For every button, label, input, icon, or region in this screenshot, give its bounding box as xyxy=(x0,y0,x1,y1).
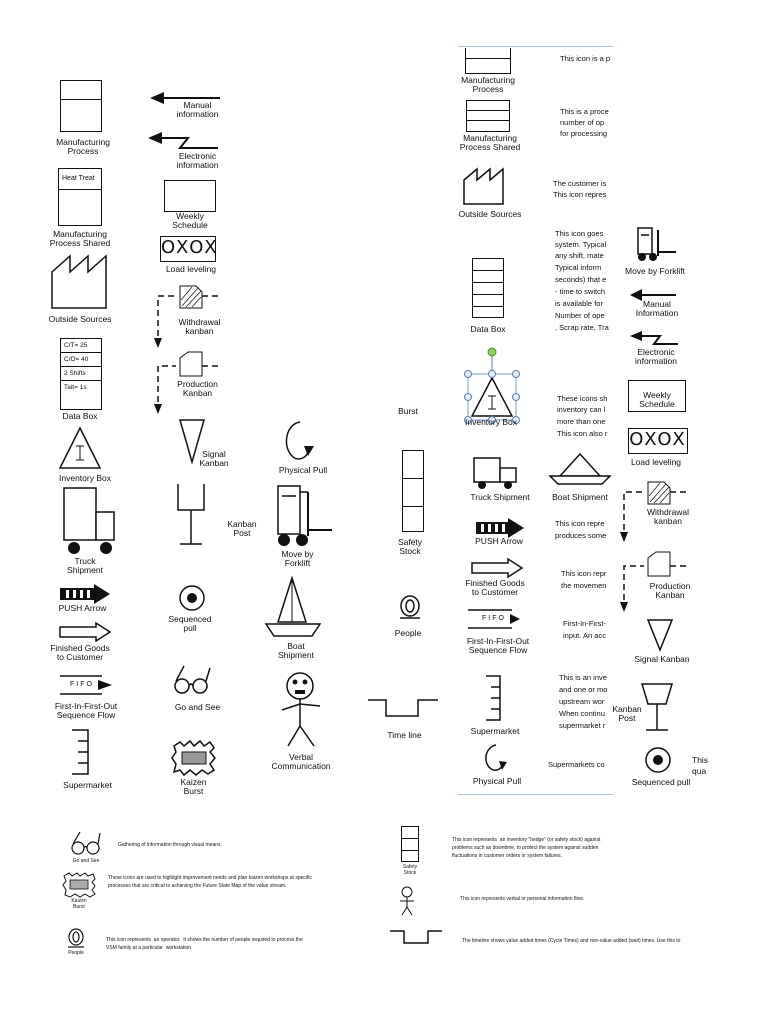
right-desc-push-2: produces some xyxy=(555,531,607,540)
far-sequenced-pull-icon xyxy=(644,746,672,774)
right-boat-shipment-label: Boat Shipment xyxy=(552,492,608,502)
electronic-information-icon xyxy=(148,130,220,152)
far-load-leveling-label: Load leveling xyxy=(630,457,682,467)
right-desc-databox-2: system. Typical xyxy=(555,240,607,249)
timeline-label: Time line xyxy=(387,730,422,740)
far-load-leveling-icon: OXOX xyxy=(628,428,688,454)
load-leveling-label: Load leveling xyxy=(165,264,217,274)
far-manual-information-label: Manual Information xyxy=(635,299,679,318)
forklift-icon xyxy=(274,484,334,548)
right-desc-databox-8: Number of ope xyxy=(555,311,605,320)
right-process-shared-label: Manufacturing Process Shared xyxy=(459,133,521,152)
bottom-people-label: People xyxy=(68,950,84,956)
safety-stock-icon xyxy=(402,450,424,532)
far-production-kanban-label: Production Kanban xyxy=(649,581,691,600)
data-box-row: C/O= 40 xyxy=(61,353,101,367)
move-by-forklift-label: Move by Forklift xyxy=(281,549,314,568)
right-desc-finished-1: This icon repr xyxy=(561,569,607,578)
right-physical-pull-label: Physical Pull xyxy=(472,776,522,786)
inventory-box-label: Inventory Box xyxy=(59,473,111,483)
right-desc-databox-7: is available for xyxy=(555,299,603,308)
right-process-shared-icon xyxy=(466,100,510,132)
far-cut-text: This qua xyxy=(692,755,709,776)
people-label: People xyxy=(394,628,422,638)
sequenced-pull-icon xyxy=(178,584,206,612)
weekly-schedule-label: Weekly Schedule xyxy=(172,211,208,230)
signal-kanban-label: Signal Kanban xyxy=(199,449,229,468)
physical-pull-icon xyxy=(278,418,316,464)
fifo-text: FIFO xyxy=(70,681,94,688)
right-finished-goods-icon xyxy=(470,558,524,578)
right-desc-supermarket-1: This is an inve xyxy=(559,673,607,682)
right-desc-inventory-3: more than one xyxy=(557,417,606,426)
right-desc-supermarket-5: supermarket r xyxy=(559,721,606,730)
data-box-label: Data Box xyxy=(62,411,98,421)
production-kanban-label: Production Kanban xyxy=(177,379,218,398)
right-supermarket-icon xyxy=(484,674,502,722)
kanban-post-label: Kanban Post xyxy=(227,519,257,538)
far-forklift-label: Move by Forklift xyxy=(625,266,685,276)
right-desc-supermarket-3: upstream wor xyxy=(559,697,605,706)
data-box-icon xyxy=(60,338,102,410)
right-push-arrow-icon xyxy=(474,518,526,538)
boat-shipment-icon xyxy=(264,576,322,640)
right-fifo-label: First-In-First-Out Sequence Flow xyxy=(466,636,530,655)
right-desc-databox-6: - time to switch xyxy=(555,287,606,296)
truck-shipment-label: Truck Shipment xyxy=(67,556,103,575)
right-supermarket-label: Supermarket xyxy=(470,726,520,736)
right-fifo-text: FIFO xyxy=(482,615,506,622)
bottom-verbal-icon xyxy=(398,886,416,916)
data-box-row: C/T= 25 xyxy=(61,339,101,353)
supermarket-icon xyxy=(70,728,92,776)
bottom-kaizen-desc: These icons are used to highlight improvement needs and plan kaizen workshops at specific processes that are critical to achieving the Future State Map of the value stream. xyxy=(108,875,313,889)
right-outside-sources-icon xyxy=(462,166,510,206)
bottom-kaizen-burst-label: Kaizen Burst xyxy=(71,898,87,910)
right-data-box-icon xyxy=(472,258,504,318)
people-icon xyxy=(398,594,422,622)
right-desc-databox-5: seconds) that e xyxy=(555,275,607,284)
panel-bottom-rule xyxy=(458,794,613,795)
right-data-box-label: Data Box xyxy=(470,324,506,334)
far-signal-kanban-icon xyxy=(646,618,674,652)
far-forklift-icon xyxy=(636,226,678,262)
manual-information-label: Manual information xyxy=(176,100,219,119)
heat-treat-label: Heat Treat xyxy=(59,169,101,190)
manufacturing-process-label: Manufacturing Process xyxy=(56,137,110,156)
bottom-safety-stock-icon xyxy=(401,826,419,862)
far-kanban-post-label: Kanban Post xyxy=(612,704,642,723)
finished-goods-label: Finished Goods to Customer xyxy=(50,643,110,662)
bottom-safety-stock-label: Safety Stock xyxy=(402,864,418,876)
right-desc-push-1: This icon repre xyxy=(555,519,605,528)
right-desc-shared-3: for processing xyxy=(560,129,608,138)
finished-goods-icon xyxy=(58,622,112,642)
right-desc-supermarket-4: When continu xyxy=(559,709,605,718)
go-and-see-label: Go and See xyxy=(174,702,221,712)
far-sequenced-pull-label: Sequenced pull xyxy=(631,777,691,787)
weekly-schedule-icon xyxy=(164,180,216,212)
bottom-timeline-desc: The timeline shows value added times (Cycle Times) and non-value added (wait) times. Use this to xyxy=(462,938,681,944)
fifo-label: First-In-First-Out Sequence Flow xyxy=(54,701,118,720)
data-box-row: 2 Shifts xyxy=(61,367,101,381)
right-inventory-box-selected[interactable] xyxy=(462,346,522,426)
right-desc-fifo-1: First-In-First- xyxy=(563,619,606,628)
sequenced-pull-label: Sequenced pull xyxy=(168,614,212,633)
bottom-people-desc: This icon represents an operator. It shows the number of people required to process the VSM family at a particular workstation. xyxy=(106,937,303,951)
bottom-go-and-see-desc: Gathering of information through visual means. xyxy=(118,842,222,848)
boat-shipment-label: Boat Shipment xyxy=(278,641,314,660)
right-desc-shared-2: number of op xyxy=(560,118,605,127)
outside-sources-icon xyxy=(50,252,110,310)
bottom-verbal-desc: This icon represents verbal or personal information flow. xyxy=(460,896,584,902)
right-desc-databox-1: This icon goes xyxy=(555,229,604,238)
data-box-row: Tait= 1s xyxy=(64,384,87,391)
verbal-communication-icon xyxy=(278,670,324,754)
right-push-arrow-label: PUSH Arrow xyxy=(475,536,523,546)
panel-top-rule xyxy=(458,46,613,47)
process-shared-icon xyxy=(58,168,102,226)
right-boat-shipment-icon xyxy=(548,452,612,488)
go-and-see-icon xyxy=(172,664,212,696)
process-shared-label: Manufacturing Process Shared xyxy=(49,229,111,248)
right-desc-outside-1: The customer is xyxy=(553,179,607,188)
kaizen-burst-label: Kaizen Burst xyxy=(180,777,207,796)
supermarket-label: Supermarket xyxy=(63,780,112,790)
kaizen-burst-icon xyxy=(172,740,216,776)
right-desc-supermarket-2: and one or mo xyxy=(559,685,608,694)
right-finished-goods-label: Finished Goods to Customer xyxy=(465,578,525,597)
safety-stock-label: Safety Stock xyxy=(397,537,423,556)
right-outside-sources-label: Outside Sources xyxy=(458,209,522,219)
bottom-go-and-see-label: Go and See xyxy=(72,858,100,864)
right-manufacturing-process-label: Manufacturing Process xyxy=(461,75,515,94)
load-leveling-icon: OXOX xyxy=(160,236,216,262)
right-desc-outside-2: This icon repres xyxy=(553,190,607,199)
burst-fragment: Burst xyxy=(398,406,418,416)
right-desc-fifo-2: input. An acc xyxy=(563,631,606,640)
right-desc-finished-2: the movemen xyxy=(561,581,607,590)
truck-shipment-icon xyxy=(62,486,116,556)
right-desc-databox-3: any shift, mate xyxy=(555,251,604,260)
kanban-post-icon xyxy=(176,482,206,548)
right-desc-process: This icon is a p xyxy=(560,54,611,63)
outside-sources-label: Outside Sources xyxy=(48,314,112,324)
timeline-icon xyxy=(366,696,440,720)
right-truck-shipment-icon xyxy=(472,456,518,490)
right-desc-pull: Supermarkets co xyxy=(548,760,605,769)
right-manufacturing-process-icon xyxy=(465,48,511,74)
right-desc-databox-9: , Scrap rate, Tra xyxy=(555,323,609,332)
right-desc-inventory-4: This icon also r xyxy=(557,429,608,438)
right-desc-inventory-2: inventory can l xyxy=(557,405,606,414)
bottom-timeline-icon xyxy=(388,928,444,946)
bottom-go-and-see-icon xyxy=(70,830,102,856)
manufacturing-process-icon xyxy=(60,80,102,132)
right-desc-shared-1: This is a proce xyxy=(560,107,609,116)
far-withdrawal-kanban-label: Withdrawal kanban xyxy=(646,507,690,526)
inventory-box-icon xyxy=(58,426,102,470)
right-physical-pull-icon xyxy=(480,742,508,774)
electronic-information-label: Electronic information xyxy=(176,151,219,170)
withdrawal-kanban-label: Withdrawal kanban xyxy=(178,317,221,336)
far-weekly-schedule-label: Weekly Schedule xyxy=(639,390,675,409)
physical-pull-label: Physical Pull xyxy=(278,465,328,475)
verbal-communication-label: Verbal Communication xyxy=(271,752,331,771)
right-desc-databox-4: Typical inform xyxy=(555,263,602,272)
right-inventory-box-label: Inventory Box xyxy=(465,417,517,427)
bottom-people-icon xyxy=(66,928,86,950)
push-arrow-label: PUSH Arrow xyxy=(58,603,107,613)
far-signal-kanban-label: Signal Kanban xyxy=(634,654,690,664)
far-electronic-information-label: Electronic information xyxy=(634,347,678,366)
far-electronic-information-icon xyxy=(630,330,680,348)
right-desc-inventory-1: These icons sh xyxy=(557,394,608,403)
bottom-safety-desc: This icon represents an inventory "hedge" (or safety stock) against problems such as downtime, to protect the system against sudden fluctuations in customer orders or system failures. xyxy=(452,837,601,859)
bottom-kaizen-burst-icon xyxy=(62,872,96,898)
right-truck-shipment-label: Truck Shipment xyxy=(470,492,530,502)
push-arrow-icon xyxy=(58,584,112,604)
